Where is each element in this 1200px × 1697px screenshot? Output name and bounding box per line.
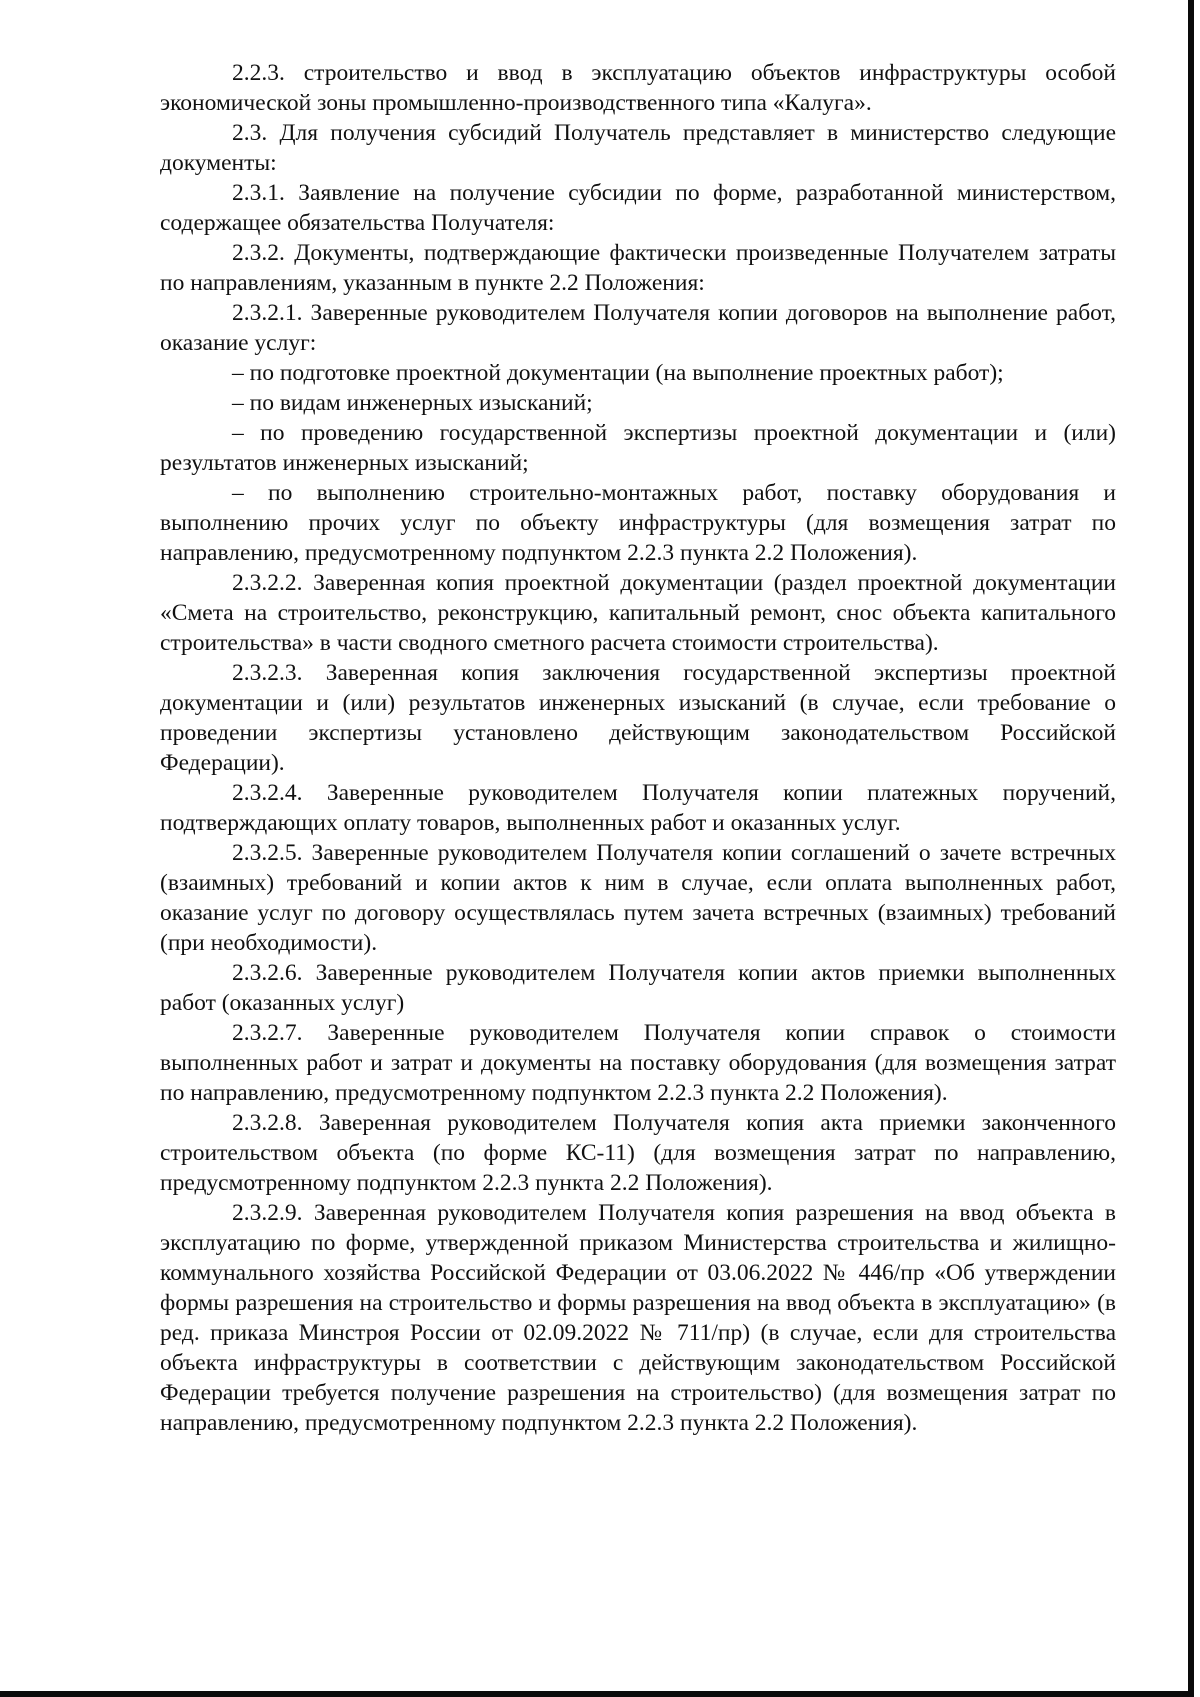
clause-2-2-3: 2.2.3. строительство и ввод в эксплуатацию объектов инфраструктуры особой экономической зоны промышленно-производственного типа «Калуга». xyxy=(160,60,1116,116)
clause-2-3-2-2: 2.3.2.2. Заверенная копия проектной документации (раздел проектной документации «Смета на строительство, реконструкцию, капитальный ремонт, снос объекта капитального строительства» в части сводного сметного расчета стоимости строительства). xyxy=(160,570,1116,656)
clause-2-3-2-8: 2.3.2.8. Заверенная руководителем Получателя копия акта приемки законченного строительством объекта (по форме КС-11) (для возмещения затрат по направлению, предусмотренному подпунктом 2.2.3 пункта 2.2 Положения). xyxy=(160,1110,1116,1196)
list-item-design-documentation: – по подготовке проектной документации (на выполнение проектных работ); xyxy=(232,360,1004,386)
list-item-state-expertise: – по проведению государственной экспертизы проектной документации и (или) результатов инженерных изысканий; xyxy=(160,420,1116,476)
clause-2-3: 2.3. Для получения субсидий Получатель представляет в министерство следующие документы: xyxy=(160,120,1116,176)
clause-2-3-1: 2.3.1. Заявление на получение субсидии по форме, разработанной министерством, содержащее обязательства Получателя: xyxy=(160,180,1116,236)
clause-2-3-2: 2.3.2. Документы, подтверждающие фактически произведенные Получателем затраты по направлениям, указанным в пункте 2.2 Положения: xyxy=(160,240,1116,296)
clause-2-3-2-7: 2.3.2.7. Заверенные руководителем Получателя копии справок о стоимости выполненных работ и затрат и документы на поставку оборудования (для возмещения затрат по направлению, предусмотренному подпунктом 2.2.3 пункта 2.2 Положения). xyxy=(160,1020,1116,1106)
scan-edge-bottom xyxy=(0,1691,1194,1697)
clause-2-3-2-3: 2.3.2.3. Заверенная копия заключения государственной экспертизы проектной документации и (или) результатов инженерных изысканий (в случае, если требование о проведении экспертизы установлено действующим законодательством Российской Федерации). xyxy=(160,660,1116,776)
document-body xyxy=(160,58,1116,1438)
clause-2-3-2-1: 2.3.2.1. Заверенные руководителем Получателя копии договоров на выполнение работ, оказание услуг: xyxy=(160,300,1116,356)
clause-2-3-2-5: 2.3.2.5. Заверенные руководителем Получателя копии соглашений о зачете встречных (взаимных) требований и копии актов к ним в случае, если оплата выполненных работ, оказание услуг по договору осуществлялась путем зачета встречных (взаимных) требований (при необходимости). xyxy=(160,840,1116,956)
clause-2-3-2-6: 2.3.2.6. Заверенные руководителем Получателя копии актов приемки выполненных работ (оказанных услуг) xyxy=(160,960,1116,1016)
scan-edge-right xyxy=(1188,0,1194,1697)
clause-2-3-2-4: 2.3.2.4. Заверенные руководителем Получателя копии платежных поручений, подтверждающих оплату товаров, выполненных работ и оказанных услуг. xyxy=(160,780,1116,836)
list-item-engineering-surveys: – по видам инженерных изысканий; xyxy=(232,390,593,416)
clause-2-3-2-9: 2.3.2.9. Заверенная руководителем Получателя копия разрешения на ввод объекта в эксплуатацию по форме, утвержденной приказом Министерства строительства и жилищно-коммунального хозяйства Российской Федерации от 03.06.2022 № 446/пр «Об утверждении формы разрешения на строительство и формы разрешения на ввод объекта в эксплуатацию» (в ред. приказа Минстроя России от 02.09.2022 № 711/пр) (в случае, если для строительства объекта инфраструктуры в соответствии с действующим законодательством Российской Федерации требуется получение разрешения на строительство) (для возмещения затрат по направлению, предусмотренному подпунктом 2.2.3 пункта 2.2 Положения). xyxy=(160,1200,1116,1436)
list-item-construction-works: – по выполнению строительно-монтажных работ, поставку оборудования и выполнению прочих услуг по объекту инфраструктуры (для возмещения затрат по направлению, предусмотренному подпунктом 2.2.3 пункта 2.2 Положения). xyxy=(160,480,1116,566)
